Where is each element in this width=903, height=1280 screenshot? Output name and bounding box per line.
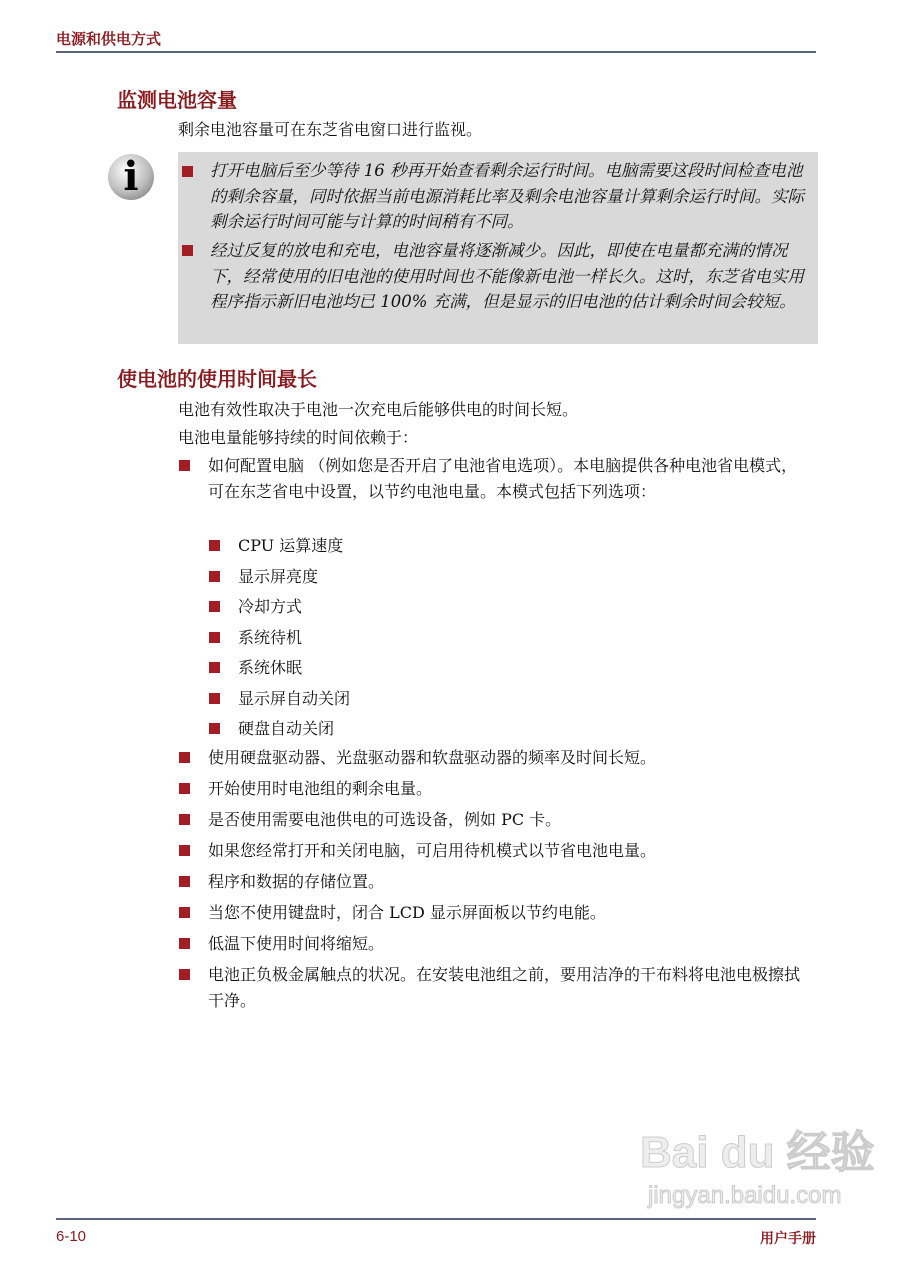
sub-list-item: 冷却方式 [238,597,303,616]
sub-list-item: CPU 运算速度 [238,536,344,555]
list-item: 如何配置电脑 （例如您是否开启了电池省电选项）。本电脑提供各种电池省电模式，可在东芝省电中设置，以节约电池电量。本模式包括下列选项： [208,456,798,501]
list-item: 使用硬盘驱动器、光盘驱动器和软盘驱动器的频率及时间长短。 [208,748,657,767]
watermark-logo: Bai du 经验 [640,1128,875,1177]
paragraph: 电池电量能够持续的时间依赖于： [178,428,419,447]
chapter-header: 电源和供电方式 [56,30,162,48]
sub-list-item: 硬盘自动关闭 [238,719,335,738]
note-box [178,152,818,344]
bullet-icon [209,723,220,734]
list-item: 当您不使用键盘时，闭合 LCD 显示屏面板以节约电能。 [208,903,606,922]
bullet-icon [209,693,220,704]
bullet-icon [209,540,220,551]
section-title-maximize-battery: 使电池的使用时间最长 [117,367,317,391]
bullet-icon [182,166,193,177]
info-icon-glyph: i [123,153,139,200]
list-item: 是否使用需要电池供电的可选设备，例如 PC 卡。 [208,810,562,829]
footer-rule [56,1218,816,1220]
manual-name: 用户手册 [760,1231,816,1247]
bullet-icon [179,969,190,980]
list-item: 程序和数据的存储位置。 [208,872,385,891]
bullet-icon [209,662,220,673]
list-item: 如果您经常打开和关闭电脑，可启用待机模式以节省电池电量。 [208,841,657,860]
sub-list-item: 显示屏自动关闭 [238,688,351,708]
list-item: 电池正负极金属触点的状况。在安装电池组之前，要用洁净的干布料将电池电极擦拭干净。 [208,965,801,1010]
bullet-icon [179,907,190,918]
sub-list-item: 系统待机 [238,627,303,647]
info-icon [108,154,154,200]
header-rule [56,51,816,53]
bullet-icon [182,245,193,256]
bullet-icon [179,845,190,856]
bullet-icon [209,571,220,582]
bullet-icon [209,601,220,612]
bullet-icon [179,460,190,471]
list-item: 开始使用时电池组的剩余电量。 [208,779,433,798]
sub-list-item: 显示屏亮度 [238,566,319,586]
bullet-icon [179,814,190,825]
page-number: 6-10 [56,1228,87,1245]
list-item: 低温下使用时间将缩短。 [208,934,385,953]
intro-paragraph: 剩余电池容量可在东芝省电窗口进行监视。 [178,120,483,139]
bullet-icon [179,876,190,887]
sub-list-item: 系统休眠 [238,658,303,677]
section-title-monitor-battery: 监测电池容量 [117,88,237,112]
note-item: 经过反复的放电和充电，电池容量将逐渐减少。因此，即使在电量都充满的情况下，经常使用的旧电池的使用时间也不能像新电池一样长久。这时，东芝省电实用程序指示新旧电池均已 100% 充满，但是显示的旧电池的估计剩余时间会较短。 [210,241,804,311]
watermark-url: jingyan.baidu.com [648,1182,842,1209]
bullet-icon [179,752,190,763]
bullet-icon [179,938,190,949]
paragraph: 电池有效性取决于电池一次充电后能够供电的时间长短。 [178,400,579,419]
note-item: 打开电脑后至少等待 16 秒再开始查看剩余运行时间。电脑需要这段时间检查电池的剩余容量，同时依据当前电源消耗比率及剩余电池容量计算剩余运行时间。实际剩余运行时间可能与计算的时间稍有不同。 [210,161,804,231]
bullet-icon [209,632,220,643]
bullet-icon [179,783,190,794]
